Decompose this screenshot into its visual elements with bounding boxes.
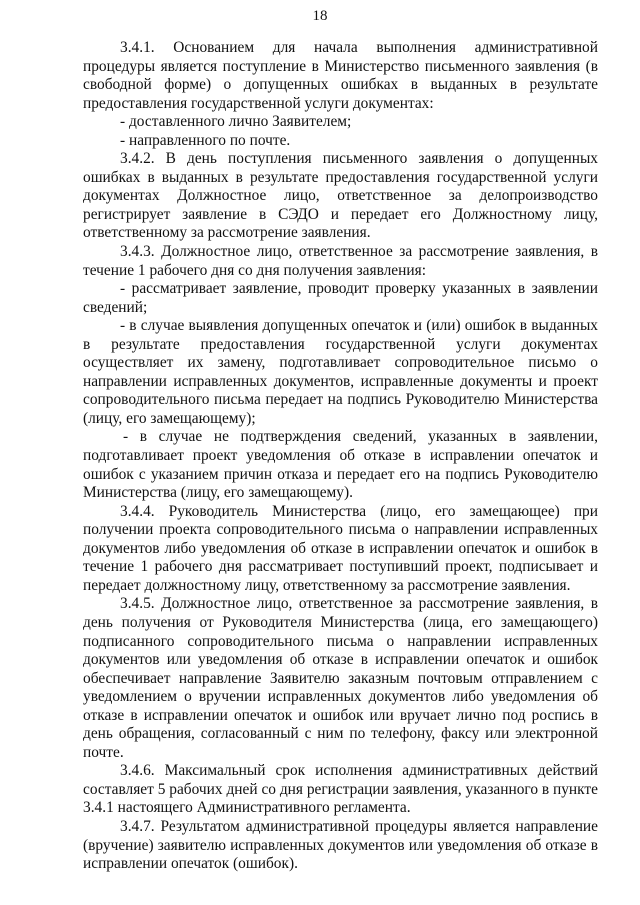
- list-item-in-person: - доставленного лично Заявителем;: [120, 113, 352, 131]
- paragraph-3-4-6: 3.4.6. Максимальный срок исполнения административных действий составляет 5 рабочих дней со дня регистрации заявления, указанного в пункте 3.4.1 настоящего Административного регламента.: [83, 762, 598, 817]
- list-item-review: - рассматривает заявление, проводит проверку указанных в заявлении сведений;: [83, 280, 598, 316]
- paragraph-3-4-5: 3.4.5. Должностное лицо, ответственное за рассмотрение заявления, в день получения от Руководителя Министерства (лица, его замещающего) подписанного сопроводительного письма о направлении исправленных документов или уведомления об отказе в исправлении опечаток и ошибок обеспечивает направление Заявителю заказным почтовым отправлением с уведомлением о вручении исправленных документов либо уведомления об отказе в исправлении опечаток и ошибок или вручает лично под роспись в день обращения, согласованный с ним по телефону, факсу или электронной почте.: [83, 595, 598, 761]
- paragraph-3-4-2: 3.4.2. В день поступления письменного заявления о допущенных ошибках в выданных в результате предоставления государственной услуги документах Должностное лицо, ответственное за делопроизводство регистрирует заявление в СЭДО и передает его Должностному лицу, ответственному за рассмотрение заявления.: [83, 150, 598, 242]
- paragraph-3-4-4: 3.4.4. Руководитель Министерства (лицо, его замещающее) при получении проекта сопроводительного письма о направлении исправленных документов либо уведомления об отказе в исправлении опечаток и ошибок в течение 1 рабочего дня рассматривает поступивший проект, подписывает и передает должностному лицу, ответственному за рассмотрение заявления.: [83, 502, 598, 594]
- list-item-by-mail: - направленного по почте.: [120, 131, 291, 149]
- document-body: [83, 39, 598, 874]
- list-item-not-confirmed: - в случае не подтверждения сведений, указанных в заявлении, подготавливает проект уведомления об отказе в исправлении опечаток и ошибок с указанием причин отказа и передает его на подпись Руководителю Министерства (лицу, его замещающему).: [83, 428, 598, 502]
- paragraph-3-4-7: 3.4.7. Результатом административной процедуры является направление (вручение) заявителю исправленных документов или уведомления об отказе в исправлении опечаток (ошибок).: [83, 817, 598, 873]
- paragraph-3-4-1: 3.4.1. Основанием для начала выполнения административной процедуры является поступление в Министерство письменного заявления (в свободной форме) о допущенных ошибках в выданных в результате предоставления государственной услуги документах:: [83, 39, 598, 112]
- list-item-errors-found: - в случае выявления допущенных опечаток и (или) ошибок в выданных в результате предоставления государственной услуги документах осуществляет их замену, подготавливает сопроводительное письмо о направлении исправленных документов, исправленные документы и проект сопроводительного письма передает на подпись Руководителю Министерства (лицу, его замещающему);: [83, 317, 598, 427]
- paragraph-3-4-3: 3.4.3. Должностное лицо, ответственное за рассмотрение заявления, в течение 1 рабочего дня со дня получения заявления:: [83, 243, 598, 279]
- page-number: 18: [312, 8, 328, 24]
